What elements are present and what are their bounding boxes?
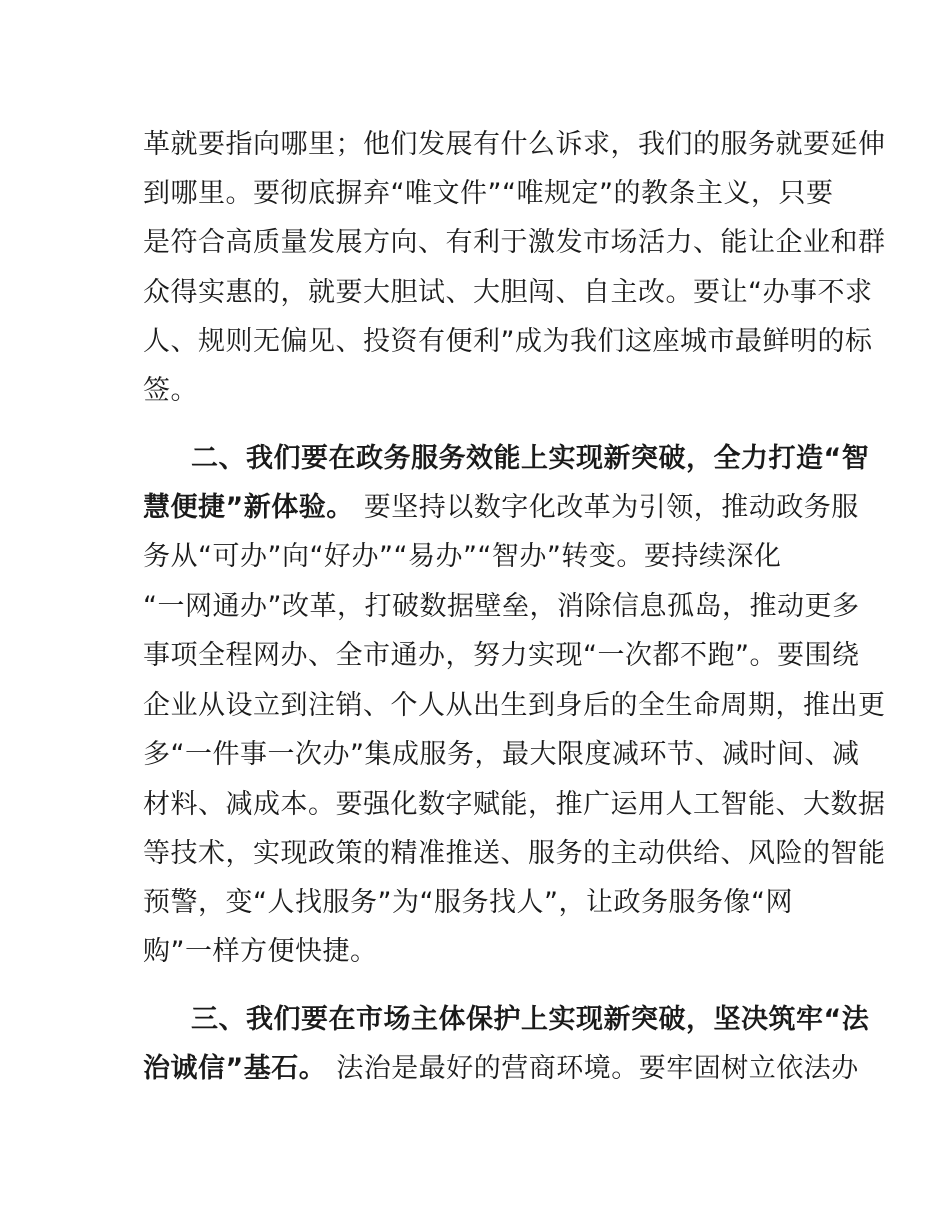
line-text: 企业从设立到注销、个人从出生到身后的全生命周期，推出更 <box>143 690 886 721</box>
line-text: 购”一样方便快捷。 <box>143 936 378 967</box>
text-line <box>0 932 950 972</box>
text-line <box>0 371 950 411</box>
line-text: “一网通办”改革，打破数据壁垒，消除信息孤岛，推动更多 <box>143 591 860 622</box>
heading-text: 三、我们要在市场主体保护上实现新突破，坚决筑牢“法 <box>191 1004 870 1035</box>
text-line <box>0 636 950 676</box>
section-heading <box>0 439 950 479</box>
text-line <box>0 488 950 528</box>
text-line <box>0 322 950 362</box>
text-line <box>0 273 950 313</box>
section-heading <box>0 1000 950 1040</box>
text-line <box>0 223 950 263</box>
text-line <box>0 834 950 874</box>
text-line <box>0 883 950 923</box>
text-line <box>0 174 950 214</box>
text-line <box>0 125 950 165</box>
line-text: 材料、减成本。要强化数字赋能，推广运用人工智能、大数据 <box>143 789 886 820</box>
line-text: 签。 <box>143 375 198 406</box>
line-text: 务从“可办”向“好办”“易办”“智办”转变。要持续深化 <box>143 541 782 572</box>
text-line <box>0 686 950 726</box>
line-text: 法治是最好的营商环境。要牢固树立依法办 <box>336 1053 859 1084</box>
line-text: 多“一件事一次办”集成服务，最大限度减环节、减时间、减 <box>143 739 860 770</box>
line-text: 等技术，实现政策的精准推送、服务的主动供给、风险的智能 <box>143 838 886 869</box>
line-text: 事项全程网办、全市通办，努力实现“一次都不跑”。要围绕 <box>143 640 860 671</box>
text-line <box>0 735 950 775</box>
text-line <box>0 785 950 825</box>
line-text: 人、规则无偏见、投资有便利”成为我们这座城市最鲜明的标 <box>143 326 873 357</box>
text-line <box>0 1049 950 1089</box>
line-text: 是符合高质量发展方向、有利于激发市场活力、能让企业和群 <box>143 227 886 258</box>
line-text: 到哪里。要彻底摒弃“唯文件”“唯规定”的教条主义，只要 <box>143 178 834 209</box>
text-line <box>0 587 950 627</box>
line-text: 革就要指向哪里；他们发展有什么诉求，我们的服务就要延伸 <box>143 129 886 160</box>
heading-text: 慧便捷”新体验。 <box>143 492 354 523</box>
text-line <box>0 537 950 577</box>
line-text: 要坚持以数字化改革为引领，推动政务服 <box>363 492 859 523</box>
line-text: 预警，变“人找服务”为“服务找人”，让政务服务像“网 <box>143 887 793 918</box>
line-text: 众得实惠的，就要大胆试、大胆闯、自主改。要让“办事不求 <box>143 277 873 308</box>
heading-text: 二、我们要在政务服务效能上实现新突破，全力打造“智 <box>191 443 870 474</box>
heading-text: 治诚信”基石。 <box>143 1053 327 1084</box>
